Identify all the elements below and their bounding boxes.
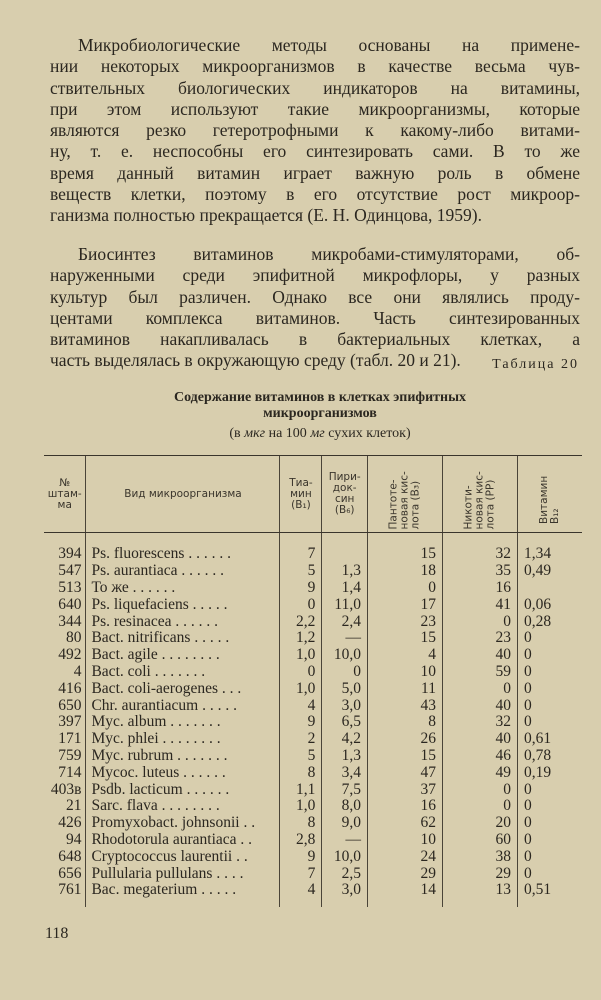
b12-value: 0,49 — [517, 563, 582, 580]
species-name: Chr. aurantiacum . . . . . — [86, 697, 280, 714]
page-number: 118 — [45, 925, 69, 942]
pantothenic-value: 29 — [367, 865, 442, 882]
text-line: ну, т. е. неспособны его синтезировать сами. В то же — [50, 141, 580, 162]
header-species: Вид микроорганизма — [86, 456, 280, 533]
strain-number: 426 — [58, 814, 82, 832]
text-line: Биосинтез витаминов микробами-стимуляторами, об- — [78, 244, 580, 264]
header-thiamine: Тиа-мин (B₁) — [280, 456, 322, 533]
nicotinic-value: 46 — [442, 748, 517, 765]
nicotinic-value: 41 — [442, 596, 517, 613]
species-name: Mycoc. luteus . . . . . . — [86, 764, 280, 781]
species-name: Myc. phlei . . . . . . . . — [86, 731, 280, 748]
table-body — [44, 533, 582, 907]
species-name: Rhodotorula aurantiaca . . — [86, 832, 280, 849]
text-line: Микробиологические методы основаны на примене- — [78, 35, 580, 55]
b12-value: 0 — [517, 664, 582, 681]
pyridoxine-value: 6,5 — [322, 714, 368, 731]
strain-number: 640 — [58, 595, 82, 613]
pantothenic-value: 15 — [367, 533, 442, 563]
text-line: при этом используют такие микроорганизмы, которые — [50, 98, 580, 119]
b12-value: 0,28 — [517, 613, 582, 630]
header-vitamin-b12 — [517, 456, 582, 533]
table-label: Таблица 20 — [492, 357, 579, 372]
pyridoxine-value: 10,0 — [322, 848, 368, 865]
b12-value: 0 — [517, 781, 582, 798]
table-row — [44, 714, 582, 731]
pantothenic-value: 4 — [367, 647, 442, 664]
species-name: Ps. aurantiaca . . . . . . — [86, 563, 280, 580]
text-line: нии некоторых микроорганизмов в качестве весьма чув- — [50, 56, 580, 77]
nicotinic-value: 32 — [442, 533, 517, 563]
thiamine-value: 2,2 — [280, 613, 322, 630]
paragraph-1 — [50, 35, 580, 227]
thiamine-value: 7 — [280, 533, 322, 563]
species-name: Pullularia pullulans . . . . — [86, 865, 280, 882]
pyridoxine-value: — — [322, 832, 368, 849]
thiamine-value: 2,8 — [280, 832, 322, 849]
thiamine-value: 5 — [280, 563, 322, 580]
table-row — [44, 882, 582, 907]
nicotinic-value: 35 — [442, 563, 517, 580]
subtitle-mid: на 100 — [265, 426, 311, 441]
b12-value: 0 — [517, 630, 582, 647]
strain-number: 416 — [58, 679, 82, 697]
table-row — [44, 832, 582, 849]
table-title — [60, 390, 580, 422]
b12-value: 0 — [517, 865, 582, 882]
nicotinic-value: 20 — [442, 815, 517, 832]
header-vitamin-b12-text: Витамин B₁₂ — [537, 475, 561, 524]
pantothenic-value: 62 — [367, 815, 442, 832]
b12-value: 0,19 — [517, 764, 582, 781]
thiamine-value: 0 — [280, 596, 322, 613]
table-row — [44, 764, 582, 781]
b12-value: 0 — [517, 680, 582, 697]
nicotinic-value: 38 — [442, 848, 517, 865]
thiamine-value: 4 — [280, 882, 322, 907]
nicotinic-value: 40 — [442, 647, 517, 664]
b12-value: 0 — [517, 798, 582, 815]
strain-number: 397 — [58, 713, 82, 731]
nicotinic-value: 29 — [442, 865, 517, 882]
nicotinic-value: 13 — [442, 882, 517, 907]
text-line: являются резко гетеротрофными к какому-либо витами- — [50, 120, 580, 141]
pyridoxine-value: 11,0 — [322, 596, 368, 613]
nicotinic-value: 23 — [442, 630, 517, 647]
header-nicotinic-acid — [442, 456, 517, 533]
text-line: часть выделялась в окружающую среду (табл. 20 и 21). — [50, 350, 461, 371]
strain-number: 761 — [58, 881, 82, 899]
strain-number: 513 — [58, 578, 82, 596]
table-row — [44, 865, 582, 882]
text-line: витаминов накапливалась в бактериальных клетках, а — [50, 329, 580, 350]
thiamine-value: 1,0 — [280, 798, 322, 815]
species-name: Ps. fluorescens . . . . . . — [86, 533, 280, 563]
species-name: Sarc. flava . . . . . . . . — [86, 798, 280, 815]
species-name: Bact. coli . . . . . . . — [86, 664, 280, 681]
nicotinic-value: 40 — [442, 731, 517, 748]
header-strain-no: № штам-ма — [44, 456, 86, 533]
pantothenic-value: 24 — [367, 848, 442, 865]
nicotinic-value: 32 — [442, 714, 517, 731]
vitamin-table — [44, 455, 582, 907]
pyridoxine-value: 1,3 — [322, 748, 368, 765]
b12-value: 0,51 — [517, 882, 582, 907]
table-row — [44, 815, 582, 832]
pyridoxine-value: 8,0 — [322, 798, 368, 815]
pantothenic-value: 18 — [367, 563, 442, 580]
thiamine-value: 1,1 — [280, 781, 322, 798]
nicotinic-value: 0 — [442, 680, 517, 697]
strain-number: 80 — [65, 629, 82, 647]
strain-number: 492 — [58, 646, 82, 664]
pantothenic-value: 43 — [367, 697, 442, 714]
text-line: центами комплекса витаминов. Часть синтезированных — [50, 307, 580, 328]
strain-number: 648 — [58, 847, 82, 865]
table-row — [44, 563, 582, 580]
header-pantothenic-acid-text: Пантоте-новая кис-лота (B₃) — [387, 470, 422, 529]
b12-value — [517, 580, 582, 597]
table-row — [44, 781, 582, 798]
pantothenic-value: 14 — [367, 882, 442, 907]
nicotinic-value: 0 — [442, 798, 517, 815]
strain-number: 714 — [58, 763, 82, 781]
b12-value: 0,78 — [517, 748, 582, 765]
pyridoxine-value: — — [322, 630, 368, 647]
pyridoxine-value: 4,2 — [322, 731, 368, 748]
nicotinic-value: 60 — [442, 832, 517, 849]
table-row — [44, 580, 582, 597]
table-row — [44, 630, 582, 647]
nicotinic-value: 40 — [442, 697, 517, 714]
header-pyridoxine: Пири-док-син (B₆) — [322, 456, 368, 533]
strain-number: 759 — [58, 746, 82, 764]
thiamine-value: 9 — [280, 714, 322, 731]
subtitle-post: сухих клеток) — [324, 426, 411, 441]
nicotinic-value: 59 — [442, 664, 517, 681]
table-subtitle — [60, 426, 580, 442]
pyridoxine-value: 7,5 — [322, 781, 368, 798]
header-nicotinic-acid-text: Никоти-новая кис-лота (PP) — [462, 470, 497, 529]
pantothenic-value: 47 — [367, 764, 442, 781]
species-name: Cryptococcus laurentii . . — [86, 848, 280, 865]
pantothenic-value: 10 — [367, 832, 442, 849]
pyridoxine-value: 9,0 — [322, 815, 368, 832]
thiamine-value: 5 — [280, 748, 322, 765]
species-name: Bact. coli-aerogenes . . . — [86, 680, 280, 697]
strain-number: 94 — [65, 830, 82, 848]
pantothenic-value: 16 — [367, 798, 442, 815]
pantothenic-value: 37 — [367, 781, 442, 798]
thiamine-value: 0 — [280, 664, 322, 681]
nicotinic-value: 16 — [442, 580, 517, 597]
species-name: Psdb. lacticum . . . . . . — [86, 781, 280, 798]
pantothenic-value: 15 — [367, 630, 442, 647]
b12-value: 0,61 — [517, 731, 582, 748]
thiamine-value: 9 — [280, 848, 322, 865]
text-line: ствительных биологических индикаторов на витамины, — [50, 77, 580, 98]
table-row — [44, 798, 582, 815]
pyridoxine-value — [322, 533, 368, 563]
table-row — [44, 680, 582, 697]
thiamine-value: 1,0 — [280, 647, 322, 664]
strain-number: 4 — [73, 662, 82, 680]
paragraph-2 — [50, 244, 580, 372]
pantothenic-value: 0 — [367, 580, 442, 597]
thiamine-value: 4 — [280, 697, 322, 714]
species-name: Myc. album . . . . . . . — [86, 714, 280, 731]
pyridoxine-value: 5,0 — [322, 680, 368, 697]
species-name: Promyxobact. johnsonii . . — [86, 815, 280, 832]
pantothenic-value: 11 — [367, 680, 442, 697]
thiamine-value: 1,0 — [280, 680, 322, 697]
table-row — [44, 697, 582, 714]
nicotinic-value: 49 — [442, 764, 517, 781]
pyridoxine-value: 3,0 — [322, 697, 368, 714]
text-line: культур был различен. Однако все они являлись проду- — [50, 286, 580, 307]
b12-value: 0,06 — [517, 596, 582, 613]
thiamine-value: 2 — [280, 731, 322, 748]
pyridoxine-value: 3,4 — [322, 764, 368, 781]
species-name: Myc. rubrum . . . . . . . — [86, 748, 280, 765]
pantothenic-value: 17 — [367, 596, 442, 613]
b12-value: 0 — [517, 697, 582, 714]
strain-number: 344 — [58, 612, 82, 630]
strain-number: 650 — [58, 696, 82, 714]
species-name: Bact. agile . . . . . . . . — [86, 647, 280, 664]
table-row — [44, 596, 582, 613]
nicotinic-value: 0 — [442, 613, 517, 630]
thiamine-value: 7 — [280, 865, 322, 882]
nicotinic-value: 0 — [442, 781, 517, 798]
species-name: Bac. megaterium . . . . . — [86, 882, 280, 907]
text-line: наруженными среди эпифитной микрофлоры, у разных — [50, 265, 580, 286]
table-title-line-1: Содержание витаминов в клетках эпифитных — [173, 390, 467, 405]
table-row — [44, 613, 582, 630]
table-header-row — [44, 456, 582, 533]
subtitle-unit-mg: мг — [310, 426, 325, 441]
b12-value: 0 — [517, 714, 582, 731]
species-name: Ps. resinacea . . . . . . — [86, 613, 280, 630]
pantothenic-value: 15 — [367, 748, 442, 765]
pyridoxine-value: 10,0 — [322, 647, 368, 664]
table-title-line-2: микроорганизмов — [263, 406, 377, 421]
subtitle-pre: (в — [229, 426, 245, 441]
b12-value: 0 — [517, 647, 582, 664]
pyridoxine-value: 2,5 — [322, 865, 368, 882]
strain-number: 547 — [58, 562, 82, 580]
species-name: Ps. liquefaciens . . . . . — [86, 596, 280, 613]
text-line: веществ клетки, поэтому в его отсутствие рост микроор- — [50, 184, 580, 205]
species-name: Bact. nitrificans . . . . . — [86, 630, 280, 647]
b12-value: 1,34 — [517, 533, 582, 563]
thiamine-value: 9 — [280, 580, 322, 597]
text-line: ганизма полностью прекращается (Е. Н. Одинцова, 1959). — [50, 205, 482, 226]
strain-number: 656 — [58, 864, 82, 882]
thiamine-value: 1,2 — [280, 630, 322, 647]
b12-value: 0 — [517, 832, 582, 849]
species-name: То же . . . . . . — [86, 580, 280, 597]
thiamine-value: 8 — [280, 815, 322, 832]
text-line: время данный витамин играет важную роль в обмене — [50, 162, 580, 183]
thiamine-value: 8 — [280, 764, 322, 781]
pantothenic-value: 23 — [367, 613, 442, 630]
pantothenic-value: 10 — [367, 664, 442, 681]
pyridoxine-value: 3,0 — [322, 882, 368, 907]
strain-number: 171 — [58, 730, 82, 748]
pantothenic-value: 26 — [367, 731, 442, 748]
strain-number: 21 — [65, 797, 82, 815]
table-row — [44, 664, 582, 681]
pyridoxine-value: 1,4 — [322, 580, 368, 597]
table-row — [44, 848, 582, 865]
table-row — [44, 533, 582, 563]
b12-value: 0 — [517, 815, 582, 832]
pyridoxine-value: 2,4 — [322, 613, 368, 630]
b12-value: 0 — [517, 848, 582, 865]
table-row — [44, 731, 582, 748]
pyridoxine-value: 0 — [322, 664, 368, 681]
header-pantothenic-acid — [367, 456, 442, 533]
table-row — [44, 647, 582, 664]
table-row — [44, 748, 582, 765]
subtitle-unit-mcg: мкг — [244, 426, 266, 441]
strain-number: 394 — [58, 545, 82, 563]
pantothenic-value: 8 — [367, 714, 442, 731]
pyridoxine-value: 1,3 — [322, 563, 368, 580]
strain-number: 403в — [50, 780, 82, 798]
